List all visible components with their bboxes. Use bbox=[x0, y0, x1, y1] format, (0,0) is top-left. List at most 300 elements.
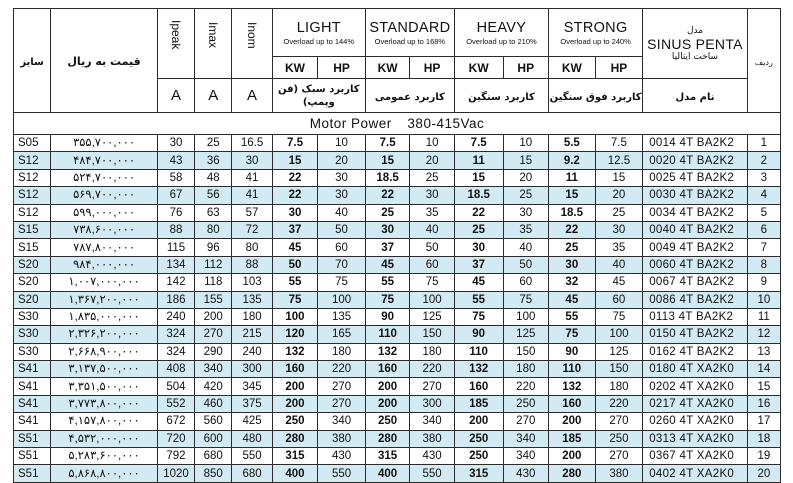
inom-cell: 345 bbox=[232, 378, 272, 395]
imax-cell: 118 bbox=[195, 274, 232, 291]
standard-usage: کاربرد عمومی bbox=[365, 79, 454, 113]
row-number-cell: 9 bbox=[747, 274, 780, 291]
light-kw-cell: 37 bbox=[272, 221, 318, 238]
ipeak-cell: 408 bbox=[157, 361, 194, 378]
brand-header bbox=[643, 9, 748, 79]
light-group-name: LIGHT bbox=[296, 19, 341, 36]
row-number-cell: 12 bbox=[747, 326, 780, 343]
standard-hp-cell: 550 bbox=[410, 465, 455, 482]
ipeak-cell: 552 bbox=[157, 395, 194, 412]
model-cell: 0049 4T BA2K2 bbox=[643, 239, 748, 256]
inom-cell: 180 bbox=[232, 308, 272, 325]
ipeak-cell: 142 bbox=[157, 274, 194, 291]
heavy-usage: کاربرد سنگین bbox=[454, 79, 548, 113]
light-group-header bbox=[272, 9, 365, 57]
heavy-kw-cell: 22 bbox=[454, 204, 503, 221]
ipeak-cell: 1020 bbox=[157, 465, 194, 482]
size-cell: S51 bbox=[14, 430, 51, 447]
model-cell: 0067 4T BA2K2 bbox=[643, 274, 748, 291]
heavy-kw-cell: 55 bbox=[454, 291, 503, 308]
standard-kw-cell: 37 bbox=[365, 239, 410, 256]
inom-cell: 300 bbox=[232, 361, 272, 378]
table-row bbox=[14, 395, 781, 412]
row-number-cell: 4 bbox=[747, 187, 780, 204]
inom-cell: 240 bbox=[232, 343, 272, 360]
row-number-header: ردیف bbox=[747, 9, 780, 113]
light-kw-cell: 160 bbox=[272, 361, 318, 378]
heavy-kw-cell: 132 bbox=[454, 361, 503, 378]
strong-kw-cell: 110 bbox=[549, 361, 596, 378]
standard-kw-header: KW bbox=[365, 57, 410, 79]
light-kw-cell: 75 bbox=[272, 291, 318, 308]
model-cell: 0034 4T BA2K2 bbox=[643, 204, 748, 221]
row-number-cell: 11 bbox=[747, 308, 780, 325]
heavy-hp-cell: 150 bbox=[503, 343, 549, 360]
model-name-header: نام مدل bbox=[643, 79, 748, 113]
heavy-kw-cell: 90 bbox=[454, 326, 503, 343]
model-cell: 0113 4T BA2K2 bbox=[643, 308, 748, 325]
heavy-hp-cell: 75 bbox=[503, 291, 549, 308]
standard-hp-cell: 10 bbox=[410, 135, 455, 152]
light-hp-cell: 220 bbox=[318, 361, 366, 378]
price-cell: ۵۲۴,۷۰۰,۰۰۰ bbox=[51, 169, 158, 186]
light-hp-cell: 550 bbox=[318, 465, 366, 482]
strong-hp-cell: 220 bbox=[595, 395, 643, 412]
standard-kw-cell: 200 bbox=[365, 378, 410, 395]
standard-hp-cell: 40 bbox=[410, 221, 455, 238]
light-usage: کاربرد سبک (فن وپمپ) bbox=[272, 79, 365, 113]
imax-header: Imax bbox=[195, 9, 232, 79]
size-cell: S12 bbox=[14, 152, 51, 169]
price-cell: ۹۸۴,۰۰۰,۰۰۰ bbox=[51, 256, 158, 273]
light-hp-cell: 20 bbox=[318, 152, 366, 169]
heavy-group-name: HEAVY bbox=[476, 19, 527, 36]
ipeak-cell: 30 bbox=[157, 135, 194, 152]
strong-hp-cell: 75 bbox=[595, 308, 643, 325]
model-cell: 0060 4T BA2K2 bbox=[643, 256, 748, 273]
motor-power-row bbox=[14, 113, 781, 135]
price-cell: ۴,۱۵۷,۸۰۰,۰۰۰ bbox=[51, 413, 158, 430]
ipeak-cell: 58 bbox=[157, 169, 194, 186]
ipeak-cell: 67 bbox=[157, 187, 194, 204]
strong-hp-cell: 100 bbox=[595, 326, 643, 343]
standard-hp-cell: 30 bbox=[410, 187, 455, 204]
imax-cell: 36 bbox=[195, 152, 232, 169]
strong-hp-cell: 125 bbox=[595, 343, 643, 360]
imax-cell: 48 bbox=[195, 169, 232, 186]
table-row bbox=[14, 448, 781, 465]
inom-cell: 41 bbox=[232, 169, 272, 186]
price-cell: ۳۵۵,۷۰۰,۰۰۰ bbox=[51, 135, 158, 152]
row-number-cell: 18 bbox=[747, 430, 780, 447]
light-hp-cell: 340 bbox=[318, 413, 366, 430]
strong-hp-cell: 380 bbox=[595, 465, 643, 482]
row-number-cell: 20 bbox=[747, 465, 780, 482]
standard-kw-cell: 30 bbox=[365, 221, 410, 238]
strong-hp-cell: 15 bbox=[595, 169, 643, 186]
light-kw-cell: 200 bbox=[272, 378, 318, 395]
standard-hp-cell: 100 bbox=[410, 291, 455, 308]
light-hp-cell: 165 bbox=[318, 326, 366, 343]
light-hp-cell: 270 bbox=[318, 378, 366, 395]
heavy-kw-header: KW bbox=[454, 57, 503, 79]
strong-kw-cell: 75 bbox=[549, 326, 596, 343]
light-hp-header: HP bbox=[318, 57, 366, 79]
light-kw-cell: 280 bbox=[272, 430, 318, 447]
data-rows bbox=[14, 135, 781, 483]
standard-hp-cell: 180 bbox=[410, 343, 455, 360]
light-hp-cell: 10 bbox=[318, 135, 366, 152]
strong-kw-cell: 200 bbox=[549, 413, 596, 430]
table-row bbox=[14, 221, 781, 238]
heavy-hp-cell: 60 bbox=[503, 274, 549, 291]
strong-hp-cell: 40 bbox=[595, 256, 643, 273]
price-table bbox=[13, 8, 781, 483]
standard-hp-cell: 50 bbox=[410, 239, 455, 256]
inom-cell: 88 bbox=[232, 256, 272, 273]
model-cell: 0402 4T XA2K0 bbox=[643, 465, 748, 482]
standard-hp-cell: 75 bbox=[410, 274, 455, 291]
heavy-kw-cell: 75 bbox=[454, 308, 503, 325]
price-cell: ۵,۸۶۸,۸۰۰,۰۰۰ bbox=[51, 465, 158, 482]
heavy-hp-cell: 100 bbox=[503, 308, 549, 325]
size-cell: S12 bbox=[14, 187, 51, 204]
inom-cell: 103 bbox=[232, 274, 272, 291]
standard-kw-cell: 45 bbox=[365, 256, 410, 273]
size-cell: S05 bbox=[14, 135, 51, 152]
row-number-cell: 17 bbox=[747, 413, 780, 430]
strong-kw-cell: 280 bbox=[549, 465, 596, 482]
row-number-cell: 6 bbox=[747, 221, 780, 238]
light-kw-cell: 100 bbox=[272, 308, 318, 325]
model-cell: 0180 4T XA2K0 bbox=[643, 361, 748, 378]
size-cell: S41 bbox=[14, 361, 51, 378]
strong-hp-cell: 20 bbox=[595, 187, 643, 204]
heavy-kw-cell: 25 bbox=[454, 221, 503, 238]
standard-kw-cell: 160 bbox=[365, 361, 410, 378]
strong-hp-cell: 35 bbox=[595, 239, 643, 256]
strong-usage: کاربرد فوق سنگین bbox=[549, 79, 643, 113]
table-row bbox=[14, 274, 781, 291]
inom-cell: 215 bbox=[232, 326, 272, 343]
strong-kw-cell: 30 bbox=[549, 256, 596, 273]
price-cell: ۱,۳۶۷,۲۰۰,۰۰۰ bbox=[51, 291, 158, 308]
imax-cell: 56 bbox=[195, 187, 232, 204]
heavy-hp-header: HP bbox=[503, 57, 549, 79]
price-cell: ۵۶۹,۷۰۰,۰۰۰ bbox=[51, 187, 158, 204]
heavy-kw-cell: 200 bbox=[454, 413, 503, 430]
light-hp-cell: 60 bbox=[318, 239, 366, 256]
heavy-kw-cell: 315 bbox=[454, 465, 503, 482]
size-cell: S15 bbox=[14, 221, 51, 238]
inom-cell: 30 bbox=[232, 152, 272, 169]
standard-hp-cell: 430 bbox=[410, 448, 455, 465]
strong-kw-cell: 9.2 bbox=[549, 152, 596, 169]
standard-hp-cell: 270 bbox=[410, 378, 455, 395]
imax-cell: 80 bbox=[195, 221, 232, 238]
heavy-kw-cell: 30 bbox=[454, 239, 503, 256]
ipeak-cell: 43 bbox=[157, 152, 194, 169]
size-cell: S12 bbox=[14, 204, 51, 221]
strong-kw-cell: 15 bbox=[549, 187, 596, 204]
heavy-overload: Overload up to 210% bbox=[466, 36, 537, 46]
imax-cell: 25 bbox=[195, 135, 232, 152]
header-row-top bbox=[14, 9, 781, 57]
size-cell: S51 bbox=[14, 448, 51, 465]
heavy-hp-cell: 220 bbox=[503, 378, 549, 395]
table-row bbox=[14, 378, 781, 395]
model-cell: 0162 4T BA2K2 bbox=[643, 343, 748, 360]
row-number-cell: 1 bbox=[747, 135, 780, 152]
standard-hp-cell: 220 bbox=[410, 361, 455, 378]
size-cell: S41 bbox=[14, 378, 51, 395]
standard-kw-cell: 18.5 bbox=[365, 169, 410, 186]
light-kw-cell: 22 bbox=[272, 187, 318, 204]
strong-hp-cell: 12.5 bbox=[595, 152, 643, 169]
ipeak-cell: 134 bbox=[157, 256, 194, 273]
row-number-cell: 19 bbox=[747, 448, 780, 465]
strong-hp-cell: 150 bbox=[595, 361, 643, 378]
strong-kw-cell: 18.5 bbox=[549, 204, 596, 221]
standard-hp-cell: 300 bbox=[410, 395, 455, 412]
imax-cell: 460 bbox=[195, 395, 232, 412]
strong-kw-cell: 25 bbox=[549, 239, 596, 256]
imax-cell: 112 bbox=[195, 256, 232, 273]
price-cell: ۴۸۴,۷۰۰,۰۰۰ bbox=[51, 152, 158, 169]
size-header: سایز bbox=[14, 9, 51, 113]
motor-power-voltage: 380-415Vac bbox=[407, 116, 485, 131]
model-cell: 0020 4T BA2K2 bbox=[643, 152, 748, 169]
heavy-hp-cell: 270 bbox=[503, 413, 549, 430]
table-row bbox=[14, 465, 781, 482]
heavy-hp-cell: 50 bbox=[503, 256, 549, 273]
price-cell: ۳,۱۳۷,۵۰۰,۰۰۰ bbox=[51, 361, 158, 378]
inom-header: Inom bbox=[232, 9, 272, 79]
heavy-group-header bbox=[454, 9, 548, 57]
standard-hp-cell: 25 bbox=[410, 169, 455, 186]
inom-cell: 41 bbox=[232, 187, 272, 204]
brand-name: SINUS PENTA bbox=[647, 35, 743, 52]
light-kw-cell: 22 bbox=[272, 169, 318, 186]
inom-cell: 80 bbox=[232, 239, 272, 256]
heavy-hp-cell: 10 bbox=[503, 135, 549, 152]
table-row bbox=[14, 187, 781, 204]
motor-power-cell bbox=[14, 113, 781, 135]
heavy-kw-cell: 160 bbox=[454, 378, 503, 395]
price-cell: ۳,۷۷۳,۸۰۰,۰۰۰ bbox=[51, 395, 158, 412]
standard-kw-cell: 15 bbox=[365, 152, 410, 169]
light-kw-cell: 250 bbox=[272, 413, 318, 430]
size-cell: S30 bbox=[14, 308, 51, 325]
strong-group-header bbox=[549, 9, 643, 57]
heavy-kw-cell: 185 bbox=[454, 395, 503, 412]
heavy-kw-cell: 11 bbox=[454, 152, 503, 169]
standard-hp-cell: 340 bbox=[410, 413, 455, 430]
imax-cell: 850 bbox=[195, 465, 232, 482]
standard-hp-header: HP bbox=[410, 57, 455, 79]
heavy-hp-cell: 340 bbox=[503, 448, 549, 465]
table-row bbox=[14, 430, 781, 447]
price-cell: ۱,۸۳۵,۰۰۰,۰۰۰ bbox=[51, 308, 158, 325]
strong-group-name: STRONG bbox=[563, 19, 628, 36]
imax-cell: 200 bbox=[195, 308, 232, 325]
light-hp-cell: 75 bbox=[318, 274, 366, 291]
inom-cell: 680 bbox=[232, 465, 272, 482]
standard-kw-cell: 110 bbox=[365, 326, 410, 343]
price-header: قیمت به ریال bbox=[51, 9, 158, 113]
strong-hp-cell: 45 bbox=[595, 274, 643, 291]
ipeak-cell: 324 bbox=[157, 343, 194, 360]
strong-hp-header: HP bbox=[595, 57, 643, 79]
strong-hp-cell: 30 bbox=[595, 221, 643, 238]
table-row bbox=[14, 413, 781, 430]
model-cell: 0313 4T XA2K0 bbox=[643, 430, 748, 447]
row-number-cell: 15 bbox=[747, 378, 780, 395]
imax-unit: A bbox=[195, 79, 232, 113]
strong-kw-cell: 132 bbox=[549, 378, 596, 395]
strong-kw-cell: 32 bbox=[549, 274, 596, 291]
strong-hp-cell: 250 bbox=[595, 430, 643, 447]
inom-cell: 135 bbox=[232, 291, 272, 308]
light-kw-cell: 315 bbox=[272, 448, 318, 465]
model-cell: 0030 4T BA2K2 bbox=[643, 187, 748, 204]
size-cell: S12 bbox=[14, 169, 51, 186]
inom-cell: 57 bbox=[232, 204, 272, 221]
strong-hp-cell: 25 bbox=[595, 204, 643, 221]
heavy-kw-cell: 110 bbox=[454, 343, 503, 360]
table-row bbox=[14, 256, 781, 273]
size-cell: S20 bbox=[14, 291, 51, 308]
light-kw-cell: 200 bbox=[272, 395, 318, 412]
imax-cell: 560 bbox=[195, 413, 232, 430]
table-row bbox=[14, 135, 781, 152]
row-number-cell: 3 bbox=[747, 169, 780, 186]
standard-overload: Overload up to 168% bbox=[374, 36, 446, 46]
standard-kw-cell: 250 bbox=[365, 413, 410, 430]
standard-kw-cell: 132 bbox=[365, 343, 410, 360]
light-kw-header: KW bbox=[272, 57, 318, 79]
inom-cell: 480 bbox=[232, 430, 272, 447]
ipeak-header: Ipeak bbox=[157, 9, 194, 79]
standard-kw-cell: 90 bbox=[365, 308, 410, 325]
ipeak-cell: 88 bbox=[157, 221, 194, 238]
price-cell: ۷۸۷,۸۰۰,۰۰۰ bbox=[51, 239, 158, 256]
inom-unit: A bbox=[232, 79, 272, 113]
light-hp-cell: 100 bbox=[318, 291, 366, 308]
table-row bbox=[14, 308, 781, 325]
size-cell: S15 bbox=[14, 239, 51, 256]
ipeak-unit: A bbox=[157, 79, 194, 113]
standard-kw-cell: 75 bbox=[365, 291, 410, 308]
price-cell: ۵,۲۸۳,۶۰۰,۰۰۰ bbox=[51, 448, 158, 465]
table-row bbox=[14, 204, 781, 221]
standard-kw-cell: 315 bbox=[365, 448, 410, 465]
row-number-cell: 7 bbox=[747, 239, 780, 256]
inom-cell: 16.5 bbox=[232, 135, 272, 152]
heavy-kw-cell: 45 bbox=[454, 274, 503, 291]
ipeak-cell: 186 bbox=[157, 291, 194, 308]
imax-cell: 155 bbox=[195, 291, 232, 308]
standard-kw-cell: 400 bbox=[365, 465, 410, 482]
light-kw-cell: 120 bbox=[272, 326, 318, 343]
size-cell: S30 bbox=[14, 343, 51, 360]
heavy-kw-cell: 15 bbox=[454, 169, 503, 186]
strong-kw-cell: 45 bbox=[549, 291, 596, 308]
standard-kw-cell: 200 bbox=[365, 395, 410, 412]
light-hp-cell: 30 bbox=[318, 169, 366, 186]
price-cell: ۳,۳۵۱,۵۰۰,۰۰۰ bbox=[51, 378, 158, 395]
standard-kw-cell: 7.5 bbox=[365, 135, 410, 152]
light-hp-cell: 40 bbox=[318, 204, 366, 221]
model-cell: 0040 4T BA2K2 bbox=[643, 221, 748, 238]
model-label: مدل bbox=[686, 25, 704, 36]
inom-cell: 72 bbox=[232, 221, 272, 238]
standard-hp-cell: 125 bbox=[410, 308, 455, 325]
standard-kw-cell: 25 bbox=[365, 204, 410, 221]
heavy-kw-cell: 250 bbox=[454, 430, 503, 447]
heavy-kw-cell: 7.5 bbox=[454, 135, 503, 152]
motor-power-label: Motor Power bbox=[309, 116, 392, 131]
strong-kw-cell: 55 bbox=[549, 308, 596, 325]
price-cell: ۷۳۸,۶۰۰,۰۰۰ bbox=[51, 221, 158, 238]
light-hp-cell: 380 bbox=[318, 430, 366, 447]
light-kw-cell: 50 bbox=[272, 256, 318, 273]
price-cell: ۲,۳۲۶,۲۰۰,۰۰۰ bbox=[51, 326, 158, 343]
strong-kw-cell: 160 bbox=[549, 395, 596, 412]
inom-cell: 375 bbox=[232, 395, 272, 412]
table-row bbox=[14, 326, 781, 343]
table-row bbox=[14, 169, 781, 186]
light-kw-cell: 55 bbox=[272, 274, 318, 291]
light-hp-cell: 135 bbox=[318, 308, 366, 325]
light-kw-cell: 15 bbox=[272, 152, 318, 169]
model-cell: 0367 4T XA2K0 bbox=[643, 448, 748, 465]
imax-cell: 600 bbox=[195, 430, 232, 447]
ipeak-cell: 76 bbox=[157, 204, 194, 221]
standard-group-header bbox=[365, 9, 454, 57]
size-cell: S51 bbox=[14, 465, 51, 482]
heavy-hp-cell: 180 bbox=[503, 361, 549, 378]
light-hp-cell: 180 bbox=[318, 343, 366, 360]
light-hp-cell: 30 bbox=[318, 187, 366, 204]
heavy-hp-cell: 250 bbox=[503, 395, 549, 412]
strong-kw-header: KW bbox=[549, 57, 596, 79]
standard-hp-cell: 60 bbox=[410, 256, 455, 273]
strong-hp-cell: 60 bbox=[595, 291, 643, 308]
imax-cell: 270 bbox=[195, 326, 232, 343]
imax-cell: 63 bbox=[195, 204, 232, 221]
strong-hp-cell: 7.5 bbox=[595, 135, 643, 152]
standard-hp-cell: 35 bbox=[410, 204, 455, 221]
imax-cell: 96 bbox=[195, 239, 232, 256]
strong-kw-cell: 5.5 bbox=[549, 135, 596, 152]
inom-cell: 425 bbox=[232, 413, 272, 430]
table-row bbox=[14, 291, 781, 308]
made-in-label: ساخت ایتالیا bbox=[671, 51, 719, 62]
strong-hp-cell: 270 bbox=[595, 448, 643, 465]
standard-kw-cell: 280 bbox=[365, 430, 410, 447]
model-cell: 0150 4T BA2K2 bbox=[643, 326, 748, 343]
model-cell: 0217 4T XA2K0 bbox=[643, 395, 748, 412]
model-cell: 0014 4T BA2K2 bbox=[643, 135, 748, 152]
light-hp-cell: 50 bbox=[318, 221, 366, 238]
imax-cell: 340 bbox=[195, 361, 232, 378]
standard-hp-cell: 380 bbox=[410, 430, 455, 447]
light-hp-cell: 430 bbox=[318, 448, 366, 465]
ipeak-cell: 504 bbox=[157, 378, 194, 395]
model-cell: 0025 4T BA2K2 bbox=[643, 169, 748, 186]
light-kw-cell: 7.5 bbox=[272, 135, 318, 152]
